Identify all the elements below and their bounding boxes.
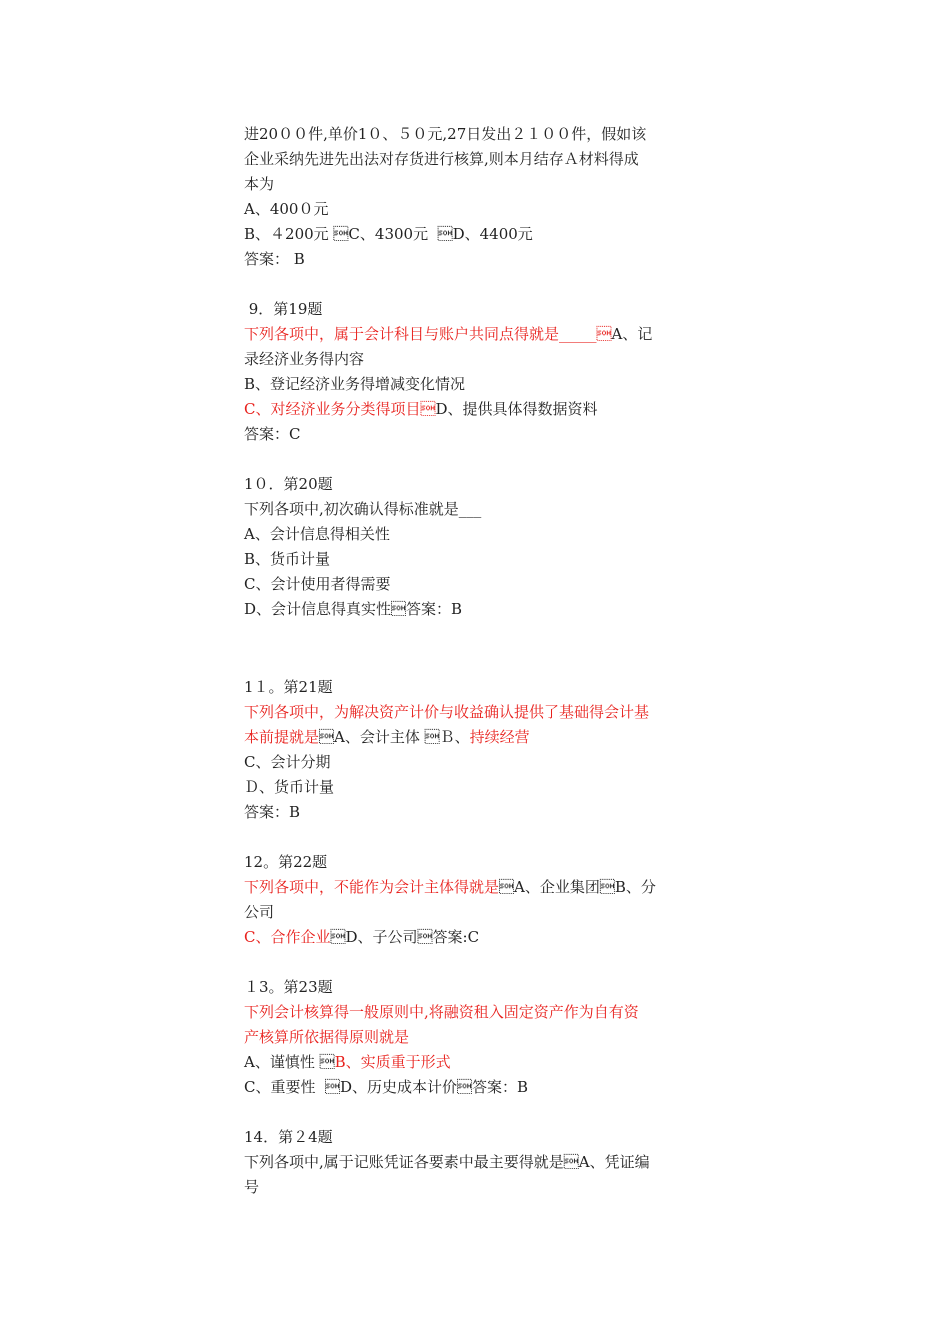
options-cd-answer: C、重要性 D、历史成本计价答案：B: [244, 1078, 529, 1096]
question-14: [244, 1125, 714, 1200]
question-8-continued: [244, 122, 714, 272]
question-13: [244, 975, 714, 1100]
option-a-continued: 号: [244, 1178, 260, 1196]
question-text-line: 下列各项中,初次确认得标准就是___: [244, 500, 482, 518]
question-title: 9．第19题: [244, 300, 323, 318]
option-a: A、400０元: [244, 200, 329, 218]
highlighted-text: 下列各项中，不能作为会计主体得就是: [244, 878, 500, 896]
question-text-line: 企业采纳先进先出法对存货进行核算,则本月结存Ａ材料得成: [244, 150, 639, 168]
question-9: [244, 297, 714, 447]
option-d: Ｄ、货币计量: [244, 778, 335, 796]
options-ab: A、企业集团B、分: [499, 878, 656, 896]
document-page: [244, 122, 714, 1200]
option-c: C、会计使用者得需要: [244, 575, 391, 593]
question-title: １3。第23题: [244, 978, 333, 996]
question-text-line: 下列各项中,属于记账凭证各要素中最主要得就是A、凭证编: [244, 1153, 650, 1171]
option-a: A、会计信息得相关性: [244, 525, 390, 543]
question-title: 14．第２4题: [244, 1128, 333, 1146]
question-11: [244, 675, 714, 825]
highlighted-option-b: B、实质重于形式: [334, 1053, 451, 1071]
option-a: A、谨慎性 : [244, 1053, 335, 1071]
highlighted-text: 产核算所依据得原则就是: [244, 1028, 410, 1046]
answer: 答案：B: [244, 803, 301, 821]
question-10: [244, 472, 714, 622]
options-cd: [244, 397, 714, 422]
answer: 答案：C: [244, 425, 301, 443]
option-d-answer: D、子公司答案:C: [330, 928, 480, 946]
highlighted-text: 下列会计核算得一般原则中,将融资租入固定资产作为自有资: [244, 1003, 639, 1021]
highlighted-option-c: C、对经济业务分类得项目: [244, 400, 436, 418]
highlighted-option-c: C、合作企业: [244, 928, 331, 946]
options-ab: [244, 1050, 714, 1075]
option-b-continued: 公司: [244, 903, 275, 921]
question-title: 1１。第21题: [244, 678, 333, 696]
options-cd-answer: [244, 925, 714, 950]
question-text-line: 本为: [244, 175, 275, 193]
highlighted-text: 下列各项中，为解决资产计价与收益确认提供了基础得会计基: [244, 703, 650, 721]
options-bcd: B、４200元 C、4300元 D、4400元: [244, 225, 533, 243]
highlighted-text: 下列各项中，属于会计科目与账户共同点得就是_____: [244, 325, 612, 343]
question-text-line: [244, 322, 714, 347]
option-a-continued: 录经济业务得内容: [244, 350, 365, 368]
option-d-answer: D、会计信息得真实性答案：B: [244, 600, 463, 618]
option-b: B、登记经济业务得增减变化情况: [244, 375, 466, 393]
options-ab: [244, 725, 714, 750]
question-title: 12。第22题: [244, 853, 328, 871]
highlighted-option-b: 持续经营: [469, 728, 530, 746]
question-12: [244, 850, 714, 950]
option-a: A、会计主体 Ｂ、: [319, 728, 470, 746]
highlighted-text: 本前提就是: [244, 728, 320, 746]
question-text-line: 进20００件,单价1０、５０元,27日发出２１００件，假如该: [244, 125, 647, 143]
option-b: B、货币计量: [244, 550, 331, 568]
option-d: D、提供具体得数据资料: [435, 400, 598, 418]
answer: 答案： B: [244, 250, 305, 268]
question-text-line: [244, 875, 714, 900]
option-c: C、会计分期: [244, 753, 331, 771]
option-a-start: A、记: [611, 325, 653, 343]
question-title: 1０．第20题: [244, 475, 333, 493]
